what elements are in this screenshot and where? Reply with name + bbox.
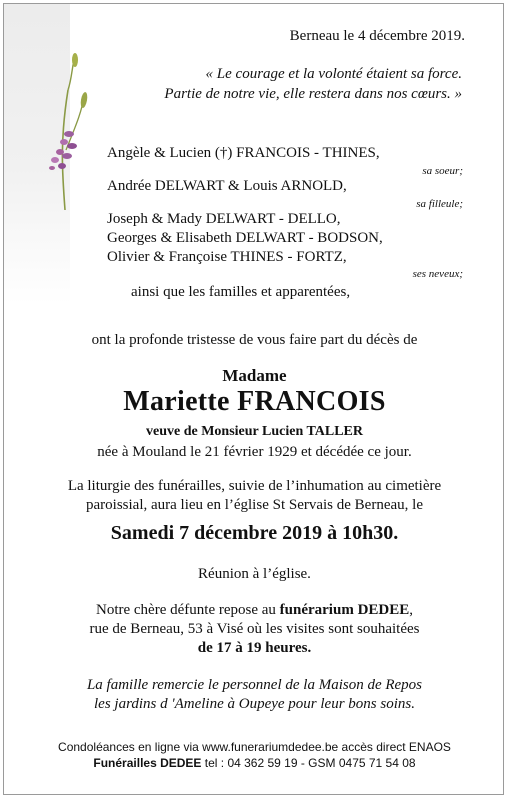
flower-illustration-icon	[38, 50, 98, 220]
thanks-line-2: les jardins d 'Ameline à Oupeye pour leur bons soins.	[94, 696, 415, 712]
visitation-hours: de 17 à 19 heures.	[197, 640, 312, 656]
ceremony-datetime: Samedi 7 décembre 2019 à 10h30.	[110, 522, 399, 544]
thanks-line-1: La famille remercie le personnel de la Maison de Repos	[86, 677, 423, 693]
visitation-text: Notre chère défunte repose au	[96, 602, 280, 618]
funeral-home-name: Funérailles DEDEE	[93, 756, 202, 770]
visitation-line-2: rue de Berneau, 53 à Visé où les visites sont souhaitées	[89, 621, 420, 637]
condolences-online: Condoléances en ligne via www.funerariumdedee.be accès direct ENAOS	[58, 740, 451, 754]
visitation-line-1	[0, 602, 509, 619]
deceased-title: Madame	[222, 366, 287, 385]
family-line: Angèle & Lucien (†) FRANCOIS - THINES,	[107, 145, 380, 161]
family-relation: sa filleule;	[416, 198, 463, 210]
funerarium-name: funérarium DEDEE	[279, 602, 410, 618]
funeral-phone: tel : 04 362 59 19 - GSM 0475 71 54 08	[201, 756, 416, 770]
meeting-place: Réunion à l’église.	[198, 566, 311, 582]
funeral-contact	[0, 756, 509, 770]
family-line: Olivier & Françoise THINES - FORTZ,	[107, 249, 347, 265]
announcement: ont la profonde tristesse de vous faire part du décès de	[91, 332, 418, 348]
visitation-punct: ,	[409, 602, 413, 618]
family-line: Georges & Elisabeth DELWART - BODSON,	[107, 230, 383, 246]
family-relation: ses neveux;	[412, 268, 463, 280]
family-line: Joseph & Mady DELWART - DELLO,	[107, 211, 341, 227]
quote-line-2: Partie de notre vie, elle restera dans nos cœurs. »	[164, 86, 462, 102]
deceased-born-died: née à Mouland le 21 février 1929 et décédée ce jour.	[97, 444, 412, 460]
place-date: Berneau le 4 décembre 2019.	[289, 28, 465, 44]
deceased-widow-of: veuve de Monsieur Lucien TALLER	[145, 424, 364, 439]
family-relation: sa soeur;	[422, 165, 463, 177]
quote-line-1: « Le courage et la volonté étaient sa force.	[205, 66, 462, 82]
family-line: ainsi que les familles et apparentées,	[131, 284, 351, 300]
family-line: Andrée DELWART & Louis ARNOLD,	[107, 178, 347, 194]
liturgy-line-1: La liturgie des funérailles, suivie de l’inhumation au cimetière	[67, 478, 442, 494]
deceased-name: Mariette FRANCOIS	[123, 386, 386, 417]
liturgy-line-2: paroissial, aura lieu en l’église St Servais de Berneau, le	[86, 497, 423, 513]
